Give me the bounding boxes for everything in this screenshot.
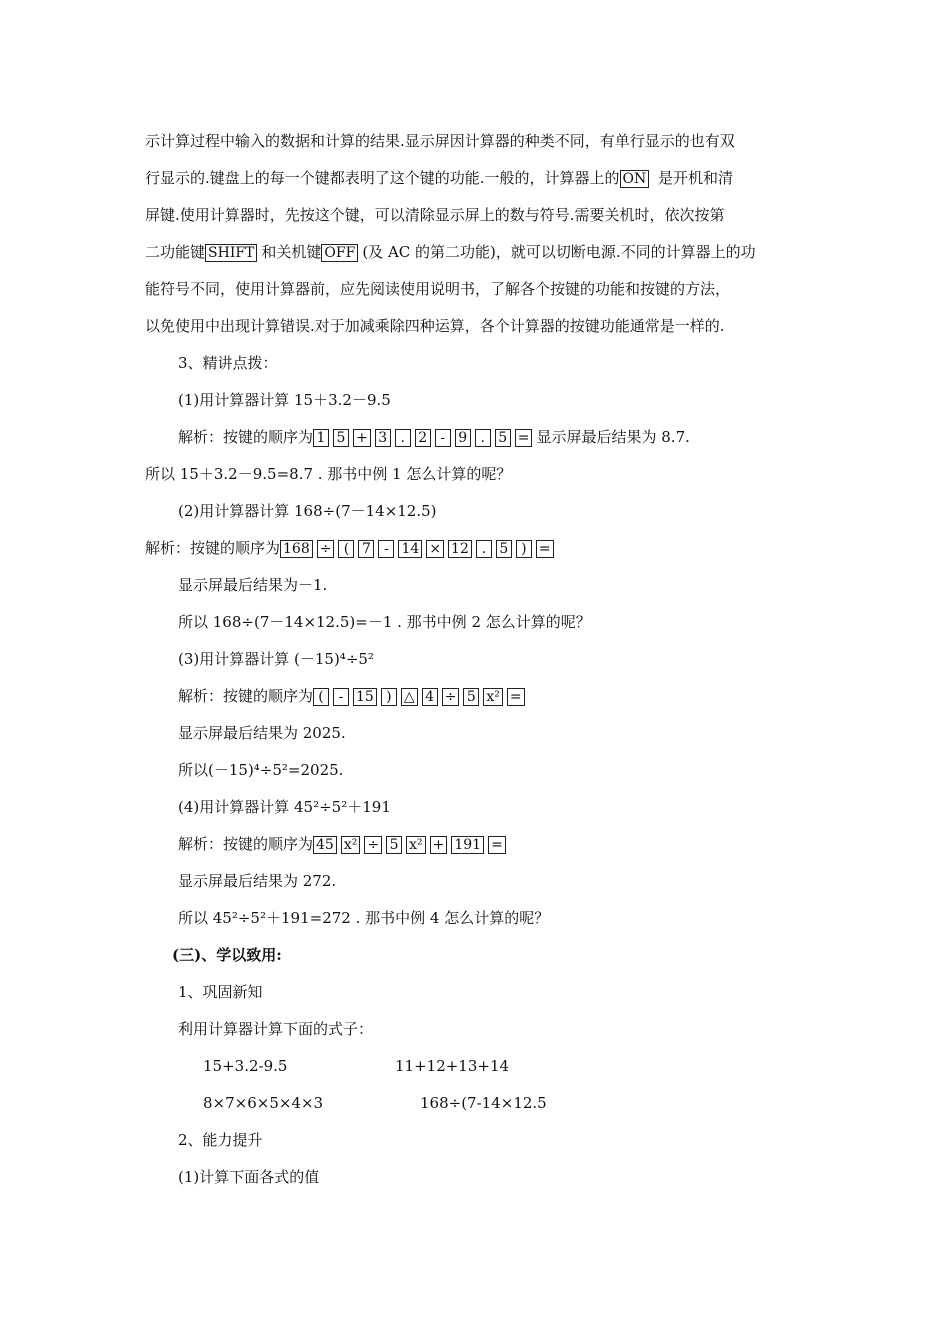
calc-key: x² [341,836,361,854]
calc-key: 14 [398,540,422,558]
ex1-question: (1)用计算器计算 15＋3.2－9.5 [178,391,391,409]
ex2-display: 显示屏最后结果为－1. [178,576,328,594]
ex3-keys-line [178,685,529,707]
para-line-2-tail: 是开机和清 [653,169,734,187]
key-shift: SHIFT [205,244,257,262]
calc-key: 1 [313,429,329,447]
calc-key: 5 [463,688,479,706]
ex4-key-sequence [313,835,510,853]
ex3-display: 显示屏最后结果为 2025. [178,724,346,742]
ex2-prefix: 解析：按键的顺序为 [145,539,281,557]
para-line-4-a: 二功能键 [145,243,206,261]
ex1-prefix: 解析：按键的顺序为 [178,428,314,446]
calc-key: 5 [496,540,512,558]
para-line-5: 能符号不同，使用计算器前，应先阅读使用说明书，了解各个按键的功能和按键的方法， [145,280,731,298]
calc-key: - [333,688,349,706]
calc-key: ÷ [364,836,382,854]
calc-key: 9 [455,429,471,447]
calc-key: = [488,836,506,854]
ex4-question: (4)用计算器计算 45²÷5²＋191 [178,798,391,816]
calc-key: ( [313,688,329,706]
expr-3: 8×7×6×5×4×3 [203,1094,324,1112]
ex3-prefix: 解析：按键的顺序为 [178,687,314,705]
ex4-keys-line [178,833,510,855]
calc-key: = [536,540,554,558]
ex3-question: (3)用计算器计算 (－15)⁴÷5² [178,650,374,668]
calc-key: 168 [280,540,313,558]
calc-key: × [426,540,444,558]
ex1-tail: 显示屏最后结果为 8.7. [536,428,690,446]
sub2-item: (1)计算下面各式的值 [178,1168,320,1186]
key-off: OFF [321,244,358,262]
section-3-heading: 3、精讲点拨： [178,354,278,372]
expr-2: 11+12+13+14 [395,1057,510,1075]
ex3-result: 所以(－15)⁴÷5²=2025. [178,761,344,779]
expr-4: 168÷(7-14×12.5 [420,1094,547,1112]
calc-key: 2 [415,429,431,447]
para-line-2-text: 行显示的.键盘上的每一个键都表明了这个键的功能.一般的，计算器上的 [145,169,620,187]
calc-key: - [435,429,451,447]
para-line-3: 屏键.使用计算器时，先按这个键，可以清除显示屏上的数与符号.需要关机时，依次按第 [145,206,725,224]
para-line-4-b: 和关机键 [261,243,322,261]
calc-key: . [476,540,492,558]
key-equals: = [515,429,533,447]
calc-key: . [395,429,411,447]
calc-key: = [507,688,525,706]
apply-heading: (三)、学以致用: [172,946,282,964]
calc-key: . [475,429,491,447]
ex1-result: 所以 15＋3.2－9.5=8.7 . 那书中例 1 怎么计算的呢？ [145,465,512,483]
calc-key: ) [381,688,397,706]
key-on: ON [620,170,650,188]
para-line-6: 以免使用中出现计算错误.对于加减乘除四种运算，各个计算器的按键功能通常是一样的. [145,317,725,335]
ex2-result: 所以 168÷(7－14×12.5)=－1 . 那书中例 2 怎么计算的呢？ [178,613,591,631]
calc-key: △ [401,688,418,706]
calc-key: 15 [353,688,377,706]
calc-key: 191 [451,836,484,854]
calc-key: 3 [375,429,391,447]
ex3-key-sequence [313,687,529,705]
ex1-key-sequence [313,428,515,446]
calc-key: ÷ [442,688,460,706]
ex4-result: 所以 45²÷5²＋191=272 . 那书中例 4 怎么计算的呢？ [178,909,550,927]
ex2-keys-line [145,537,558,559]
para-line-2 [145,167,733,189]
calc-key: 12 [448,540,472,558]
calc-key: 5 [333,429,349,447]
ex4-display: 显示屏最后结果为 272. [178,872,337,890]
sub1-heading: 1、巩固新知 [178,983,263,1001]
calc-key: 7 [358,540,374,558]
calc-key: - [378,540,394,558]
ex4-prefix: 解析：按键的顺序为 [178,835,314,853]
expr-1: 15+3.2-9.5 [203,1057,288,1075]
calc-key: x² [406,836,426,854]
calc-key: x² [483,688,503,706]
calc-key: 4 [422,688,438,706]
para-line-1: 示计算过程中输入的数据和计算的结果.显示屏因计算器的种类不同，有单行显示的也有双 [145,132,735,150]
calc-key: ÷ [317,540,335,558]
calc-key: 5 [386,836,402,854]
calc-key: 5 [495,429,511,447]
ex2-question: (2)用计算器计算 168÷(7－14×12.5) [178,502,437,520]
para-line-4-c: (及 AC 的第二功能)，就可以切断电源.不同的计算器上的功 [362,243,756,261]
sub2-heading: 2、能力提升 [178,1131,263,1149]
ex1-keys-line [178,426,690,448]
para-line-4 [145,241,756,263]
calc-key: ) [516,540,532,558]
calc-key: + [430,836,448,854]
ex2-key-sequence [280,539,558,557]
sub1-text: 利用计算器计算下面的式子： [178,1020,374,1038]
calc-key: ( [338,540,354,558]
calc-key: + [353,429,371,447]
calc-key: 45 [313,836,337,854]
